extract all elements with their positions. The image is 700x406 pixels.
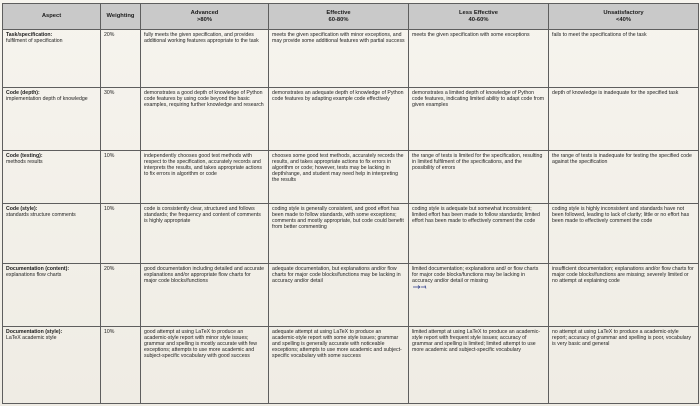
- aspect-title: Code (style):: [6, 206, 38, 212]
- aspect-cell: [3, 204, 101, 264]
- advanced-cell: good documentation including detailed and accurate explanations and/or appropriate flow charts for major code blocks/functions: [141, 264, 269, 327]
- aspect-cell: [3, 264, 101, 327]
- header-effective-title: Effective: [326, 9, 351, 16]
- weighting-cell: 30%: [101, 88, 141, 151]
- aspect-title: Documentation (style):: [6, 329, 63, 335]
- aspect-subtitle: implementation depth of knowledge: [6, 96, 88, 103]
- effective-cell: adequate documentation, but explanations and/or flow charts for major code blocks/functions may be lacking in accuracy and/or detail: [269, 264, 409, 327]
- header-weighting: Weighting: [101, 4, 141, 30]
- advanced-cell: independently chooses good test methods with respect to the specification, accurately records and interprets the results, and takes appropriate actions to fix errors in algorithm or code: [141, 151, 269, 204]
- header-unsatisfactory-title: Unsatisfactory: [603, 9, 644, 16]
- aspect-subtitle: explanations flow charts: [6, 272, 62, 279]
- unsatisfactory-cell: coding style is highly inconsistent and standards have not been followed, leading to lack of clarity; little or no effort has been made to effectively comment the code: [549, 204, 699, 264]
- aspect-subtitle: standards structure comments: [6, 212, 76, 219]
- header-unsatisfactory: [549, 4, 699, 30]
- header-advanced-title: Advanced: [190, 9, 219, 16]
- aspect-title: Documentation (content):: [6, 266, 70, 272]
- header-less-effective: [409, 4, 549, 30]
- effective-cell: adequate attempt at using LaTeX to produce an academic-style report with some style issues; grammar and spelling is generally accurate with noticeable exceptions; attempts to use more academic and subject-specific vocabulary with some success: [269, 327, 409, 404]
- table-row: [3, 327, 699, 404]
- header-row: [3, 4, 699, 30]
- header-less-effective-range: 40-60%: [468, 16, 489, 23]
- rubric-table: [2, 3, 699, 404]
- effective-cell: coding style is generally consistent, and good effort has been made to follow standards, with some exceptions; comments and mostly appropriate, but code could benefit from better commenting: [269, 204, 409, 264]
- advanced-cell: fully meets the given specification, and provides additional working features appropriate to the task: [141, 30, 269, 88]
- header-effective: [269, 4, 409, 30]
- effective-cell: meets the given specification with minor exceptions, and may provide some additional features with partial success: [269, 30, 409, 88]
- weighting-cell: 20%: [101, 264, 141, 327]
- less-effective-cell: meets the given specification with some exceptions: [409, 30, 549, 88]
- advanced-cell: code is consistently clear, structured and follows standards; the frequency and content of comments is highly appropriate: [141, 204, 269, 264]
- unsatisfactory-cell: insufficient documentation; explanations and/or flow charts for major code blocks/functions are missing; severely limited or no attempt at explaining code: [549, 264, 699, 327]
- table-row: [3, 151, 699, 204]
- effective-cell: chooses some good test methods, accurately records the results, and takes appropriate actions to fix errors in algorithm or code; however, tests may be lacking in depth/range, and student may need help in interpreting the results: [269, 151, 409, 204]
- weighting-cell: 10%: [101, 327, 141, 404]
- less-effective-cell: [409, 264, 549, 327]
- aspect-cell: [3, 88, 101, 151]
- advanced-cell: demonstrates a good depth of knowledge of Python code features by using code beyond the basic examples, requiring further knowledge and research: [141, 88, 269, 151]
- header-aspect: Aspect: [3, 4, 101, 30]
- header-effective-range: 60-80%: [328, 16, 349, 23]
- aspect-title: Code (testing):: [6, 153, 43, 159]
- header-less-effective-title: Less Effective: [459, 9, 498, 16]
- header-unsatisfactory-range: <40%: [616, 16, 631, 23]
- unsatisfactory-cell: the range of tests is inadequate for testing the specified code against the specification: [549, 151, 699, 204]
- aspect-cell: [3, 151, 101, 204]
- table-row: [3, 88, 699, 151]
- header-advanced-range: >80%: [197, 16, 212, 23]
- less-effective-cell: the range of tests is limited for the specification, resulting in limited fulfilment of the specifications, and the possibility of errors: [409, 151, 549, 204]
- aspect-subtitle: fulfilment of specification: [6, 38, 63, 45]
- advanced-cell: good attempt at using LaTeX to produce an academic-style report with minor style issues; grammar and spelling is mostly accurate with few exceptions; attempts to use more academic and subject-specific vocabulary with good success: [141, 327, 269, 404]
- less-effective-cell: limited attempt at using LaTeX to produce an academic-style report with frequent style issues; accuracy of grammar and spelling is limited; limited attempt to use more academic and subject-specific vocabulary: [409, 327, 549, 404]
- less-effective-cell: coding style is adequate but somewhat inconsistent; limited effort has been made to follow standards; limited effort has been made to effectively comment the code: [409, 204, 549, 264]
- less-effective-cell: demonstrates a limited depth of knowledge of Python code features, indicating limited ability to adapt code from given examples: [409, 88, 549, 151]
- aspect-title: Code (depth):: [6, 90, 40, 96]
- weighting-cell: 20%: [101, 30, 141, 88]
- aspect-cell: [3, 327, 101, 404]
- less-effective-text: limited documentation; explanations and/ or flow charts for major code blocks/functions may be lacking in accuracy and/or detail or missing: [412, 266, 539, 285]
- unsatisfactory-cell: depth of knowledge is inadequate for the specified task: [549, 88, 699, 151]
- unsatisfactory-cell: no attempt at using LaTeX to produce a academic-style report; accuracy of grammar and spelling is poor, vocabulary is very basic and general: [549, 327, 699, 404]
- weighting-cell: 10%: [101, 204, 141, 264]
- effective-cell: demonstrates an adequate depth of knowledge of Python code features by adapting example code effectively: [269, 88, 409, 151]
- aspect-subtitle: LaTeX academic style: [6, 335, 57, 342]
- aspect-subtitle: methods results: [6, 159, 43, 166]
- aspect-title: Task/specification:: [6, 32, 53, 38]
- table-row: [3, 30, 699, 88]
- header-advanced: [141, 4, 269, 30]
- aspect-cell: [3, 30, 101, 88]
- table-row: [3, 204, 699, 264]
- weighting-cell: 10%: [101, 151, 141, 204]
- unsatisfactory-cell: fails to meet the specifications of the task: [549, 30, 699, 88]
- pen-mark-icon: [412, 285, 436, 289]
- table-row: [3, 264, 699, 327]
